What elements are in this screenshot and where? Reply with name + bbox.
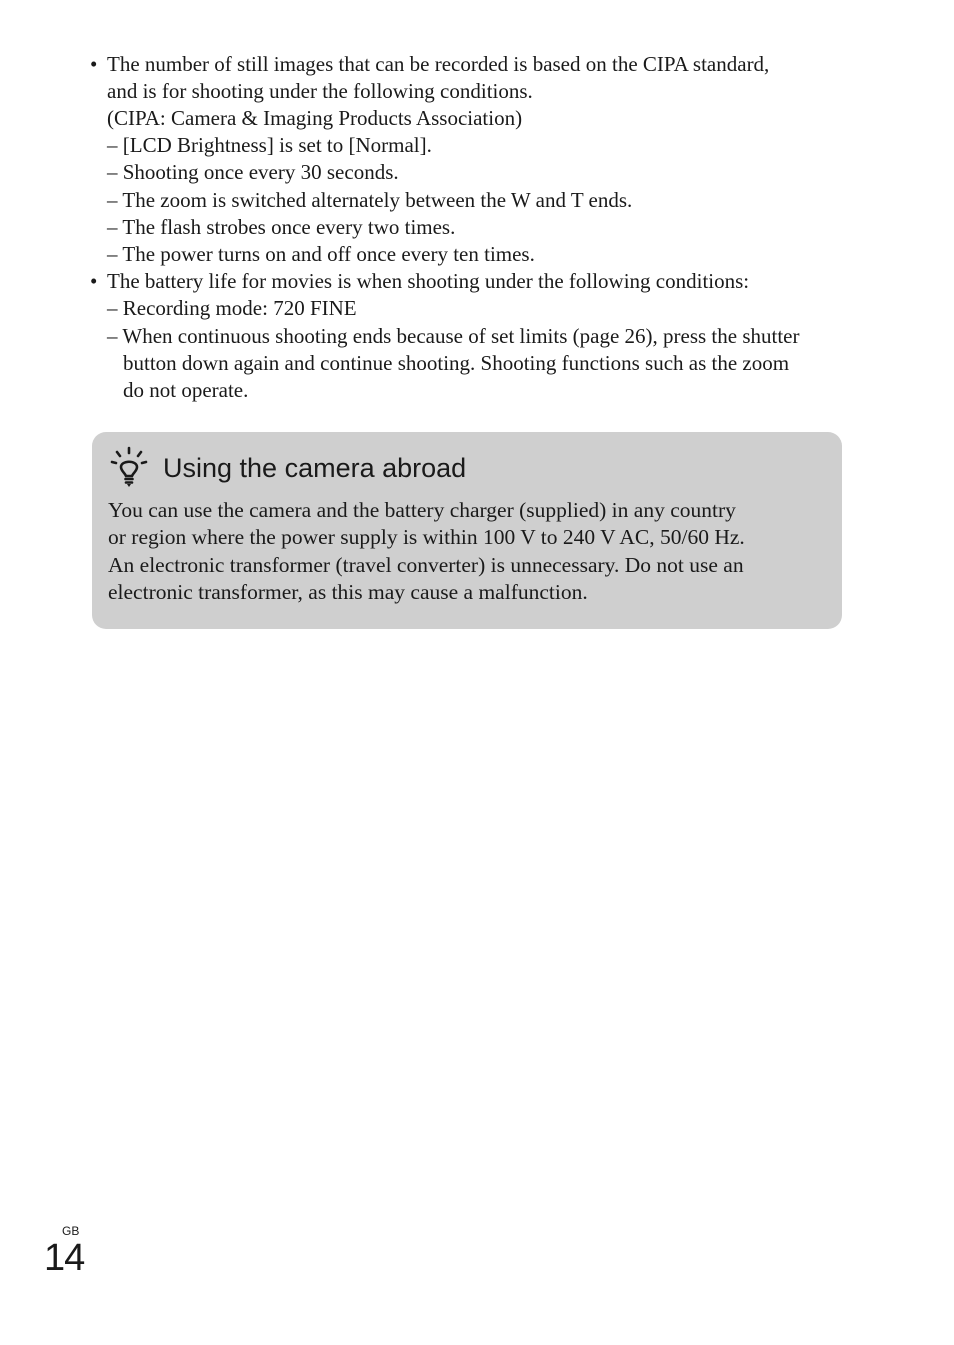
note-condition: – Shooting once every 30 seconds. [107,160,399,184]
note-line: The battery life for movies is when shooting under the following conditions: [107,269,750,293]
note-line: and is for shooting under the following conditions. [107,79,533,103]
note-line: (CIPA: Camera & Imaging Products Association) [107,106,523,130]
note-condition: – The power turns on and off once every ten times. [107,242,535,266]
hint-text-line: An electronic transformer (travel converter) is unnecessary. Do not use an [108,553,744,577]
note-condition: – When continuous shooting ends because of set limits (page 26), press the shutter [107,324,800,348]
hint-text-line: or region where the power supply is within 100 V to 240 V AC, 50/60 Hz. [108,525,745,549]
bullet-mark: • [90,269,98,293]
lightbulb-hint-icon [110,446,148,488]
note-line: The number of still images that can be recorded is based on the CIPA standard, [107,52,770,76]
note-condition: – [LCD Brightness] is set to [Normal]. [107,133,432,157]
hint-title: Using the camera abroad [163,453,467,483]
hint-text-line: You can use the camera and the battery charger (supplied) in any country [108,498,736,522]
note-condition: – Recording mode: 720 FINE [107,296,357,320]
note-condition: – The zoom is switched alternately between the W and T ends. [107,188,633,212]
note-condition: – The flash strobes once every two times. [107,215,456,239]
note-condition: button down again and continue shooting. Shooting functions such as the zoom [123,351,790,375]
page-number: 14 [44,1237,85,1279]
hint-text-line: electronic transformer, as this may cause a malfunction. [108,580,588,604]
page-region-label: GB [62,1224,80,1238]
note-condition: do not operate. [123,378,249,402]
bullet-mark: • [90,52,98,76]
